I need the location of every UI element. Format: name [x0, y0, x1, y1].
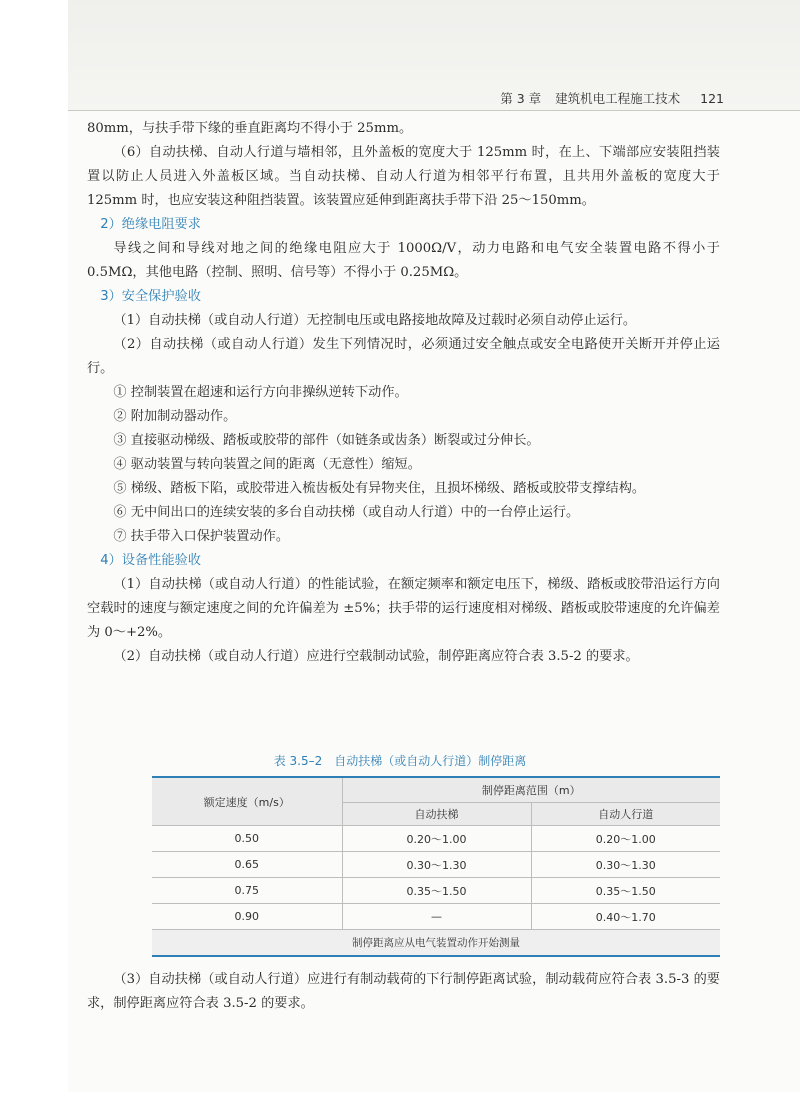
cell-escalator: 0.20～1.00 [342, 826, 531, 852]
page-header [68, 0, 800, 111]
paragraph: （2）自动扶梯（或自动人行道）应进行空载制动试验，制停距离应符合表 3.5-2 的要求。 [113, 649, 639, 664]
body-text-after-table [87, 968, 720, 1016]
stopping-distance-table [152, 776, 720, 957]
cell-walkway: 0.30～1.30 [531, 852, 720, 878]
cell-walkway: 0.40～1.70 [531, 904, 720, 930]
header-range: 制停距离范围（m） [342, 777, 720, 803]
cell-escalator: 0.35～1.50 [342, 878, 531, 904]
paragraph: （2）自动扶梯（或自动人行道）发生下列情况时，必须通过安全触点或安全电路使开关断开并停止运行。 [87, 337, 720, 376]
table-note: 制停距离应从电气装置动作开始测量 [152, 930, 720, 957]
table-caption: 表 3.5–2 自动扶梯（或自动人行道）制停距离 [273, 754, 527, 768]
table-row [152, 904, 720, 930]
header-escalator: 自动扶梯 [342, 803, 531, 826]
list-item: ② 附加制动器动作。 [113, 409, 237, 424]
cell-escalator: 0.30～1.30 [342, 852, 531, 878]
list-item: ③ 直接驱动梯级、踏板或胶带的部件（如链条或齿条）断裂或过分伸长。 [113, 433, 540, 448]
header-speed: 额定速度（m/s） [152, 777, 342, 826]
section-heading: 3）安全保护验收 [100, 289, 201, 304]
cell-walkway: 0.20～1.00 [531, 826, 720, 852]
cell-speed: 0.75 [152, 878, 342, 904]
chapter-label: 第 3 章 [500, 91, 542, 106]
table-row [152, 852, 720, 878]
list-item: ⑤ 梯级、踏板下陷，或胶带进入梳齿板处有异物夹住，且损坏梯级、踏板或胶带支撑结构。 [113, 481, 646, 496]
table-row [152, 826, 720, 852]
paragraph: （6）自动扶梯、自动人行道与墙相邻，且外盖板的宽度大于 125mm 时，在上、下端部应安装阻挡装置以防止人员进入外盖板区域。当自动扶梯、自动人行道为相邻平行布置，且共用外盖板的宽度大于 125mm 时，也应安装这种阻挡装置。该装置应延伸到距离扶手带下沿 25～150mm。 [87, 145, 720, 208]
body-text [87, 117, 720, 669]
cell-walkway: 0.35～1.50 [531, 878, 720, 904]
list-item: ④ 驱动装置与转向装置之间的距离（无意性）缩短。 [113, 457, 421, 472]
list-item: ⑥ 无中间出口的连续安装的多台自动扶梯（或自动人行道）中的一台停止运行。 [113, 505, 580, 520]
section-heading: 2）绝缘电阻要求 [100, 217, 201, 232]
table-row [152, 878, 720, 904]
cell-escalator: — [342, 904, 531, 930]
paragraph: 导线之间和导线对地之间的绝缘电阻应大于 1000Ω/V，动力电路和电气安全装置电路不得小于 0.5MΩ，其他电路（控制、照明、信号等）不得小于 0.25MΩ。 [87, 241, 720, 280]
paragraph: （3）自动扶梯（或自动人行道）应进行有制动载荷的下行制停距离试验，制动载荷应符合表 3.5-3 的要求，制停距离应符合表 3.5-2 的要求。 [87, 972, 720, 1011]
section-heading: 4）设备性能验收 [100, 553, 201, 568]
header-walkway: 自动人行道 [531, 803, 720, 826]
cell-speed: 0.65 [152, 852, 342, 878]
cell-speed: 0.50 [152, 826, 342, 852]
paragraph: 80mm，与扶手带下缘的垂直距离均不得小于 25mm。 [87, 121, 413, 136]
paragraph: （1）自动扶梯（或自动人行道）的性能试验，在额定频率和额定电压下，梯级、踏板或胶带沿运行方向空载时的速度与额定速度之间的允许偏差为 ±5%；扶手带的运行速度相对梯级、踏板或胶带速度的允许偏差为 0～+2%。 [87, 577, 720, 640]
cell-speed: 0.90 [152, 904, 342, 930]
list-item: ⑦ 扶手带入口保护装置动作。 [113, 529, 290, 544]
chapter-title: 建筑机电工程施工技术 [555, 91, 681, 106]
page-number: 121 [700, 91, 724, 106]
list-item: ① 控制装置在超速和运行方向非操纵逆转下动作。 [113, 385, 408, 400]
running-header [500, 89, 724, 107]
paragraph: （1）自动扶梯（或自动人行道）无控制电压或电路接地故障及过载时必须自动停止运行。 [113, 313, 637, 328]
